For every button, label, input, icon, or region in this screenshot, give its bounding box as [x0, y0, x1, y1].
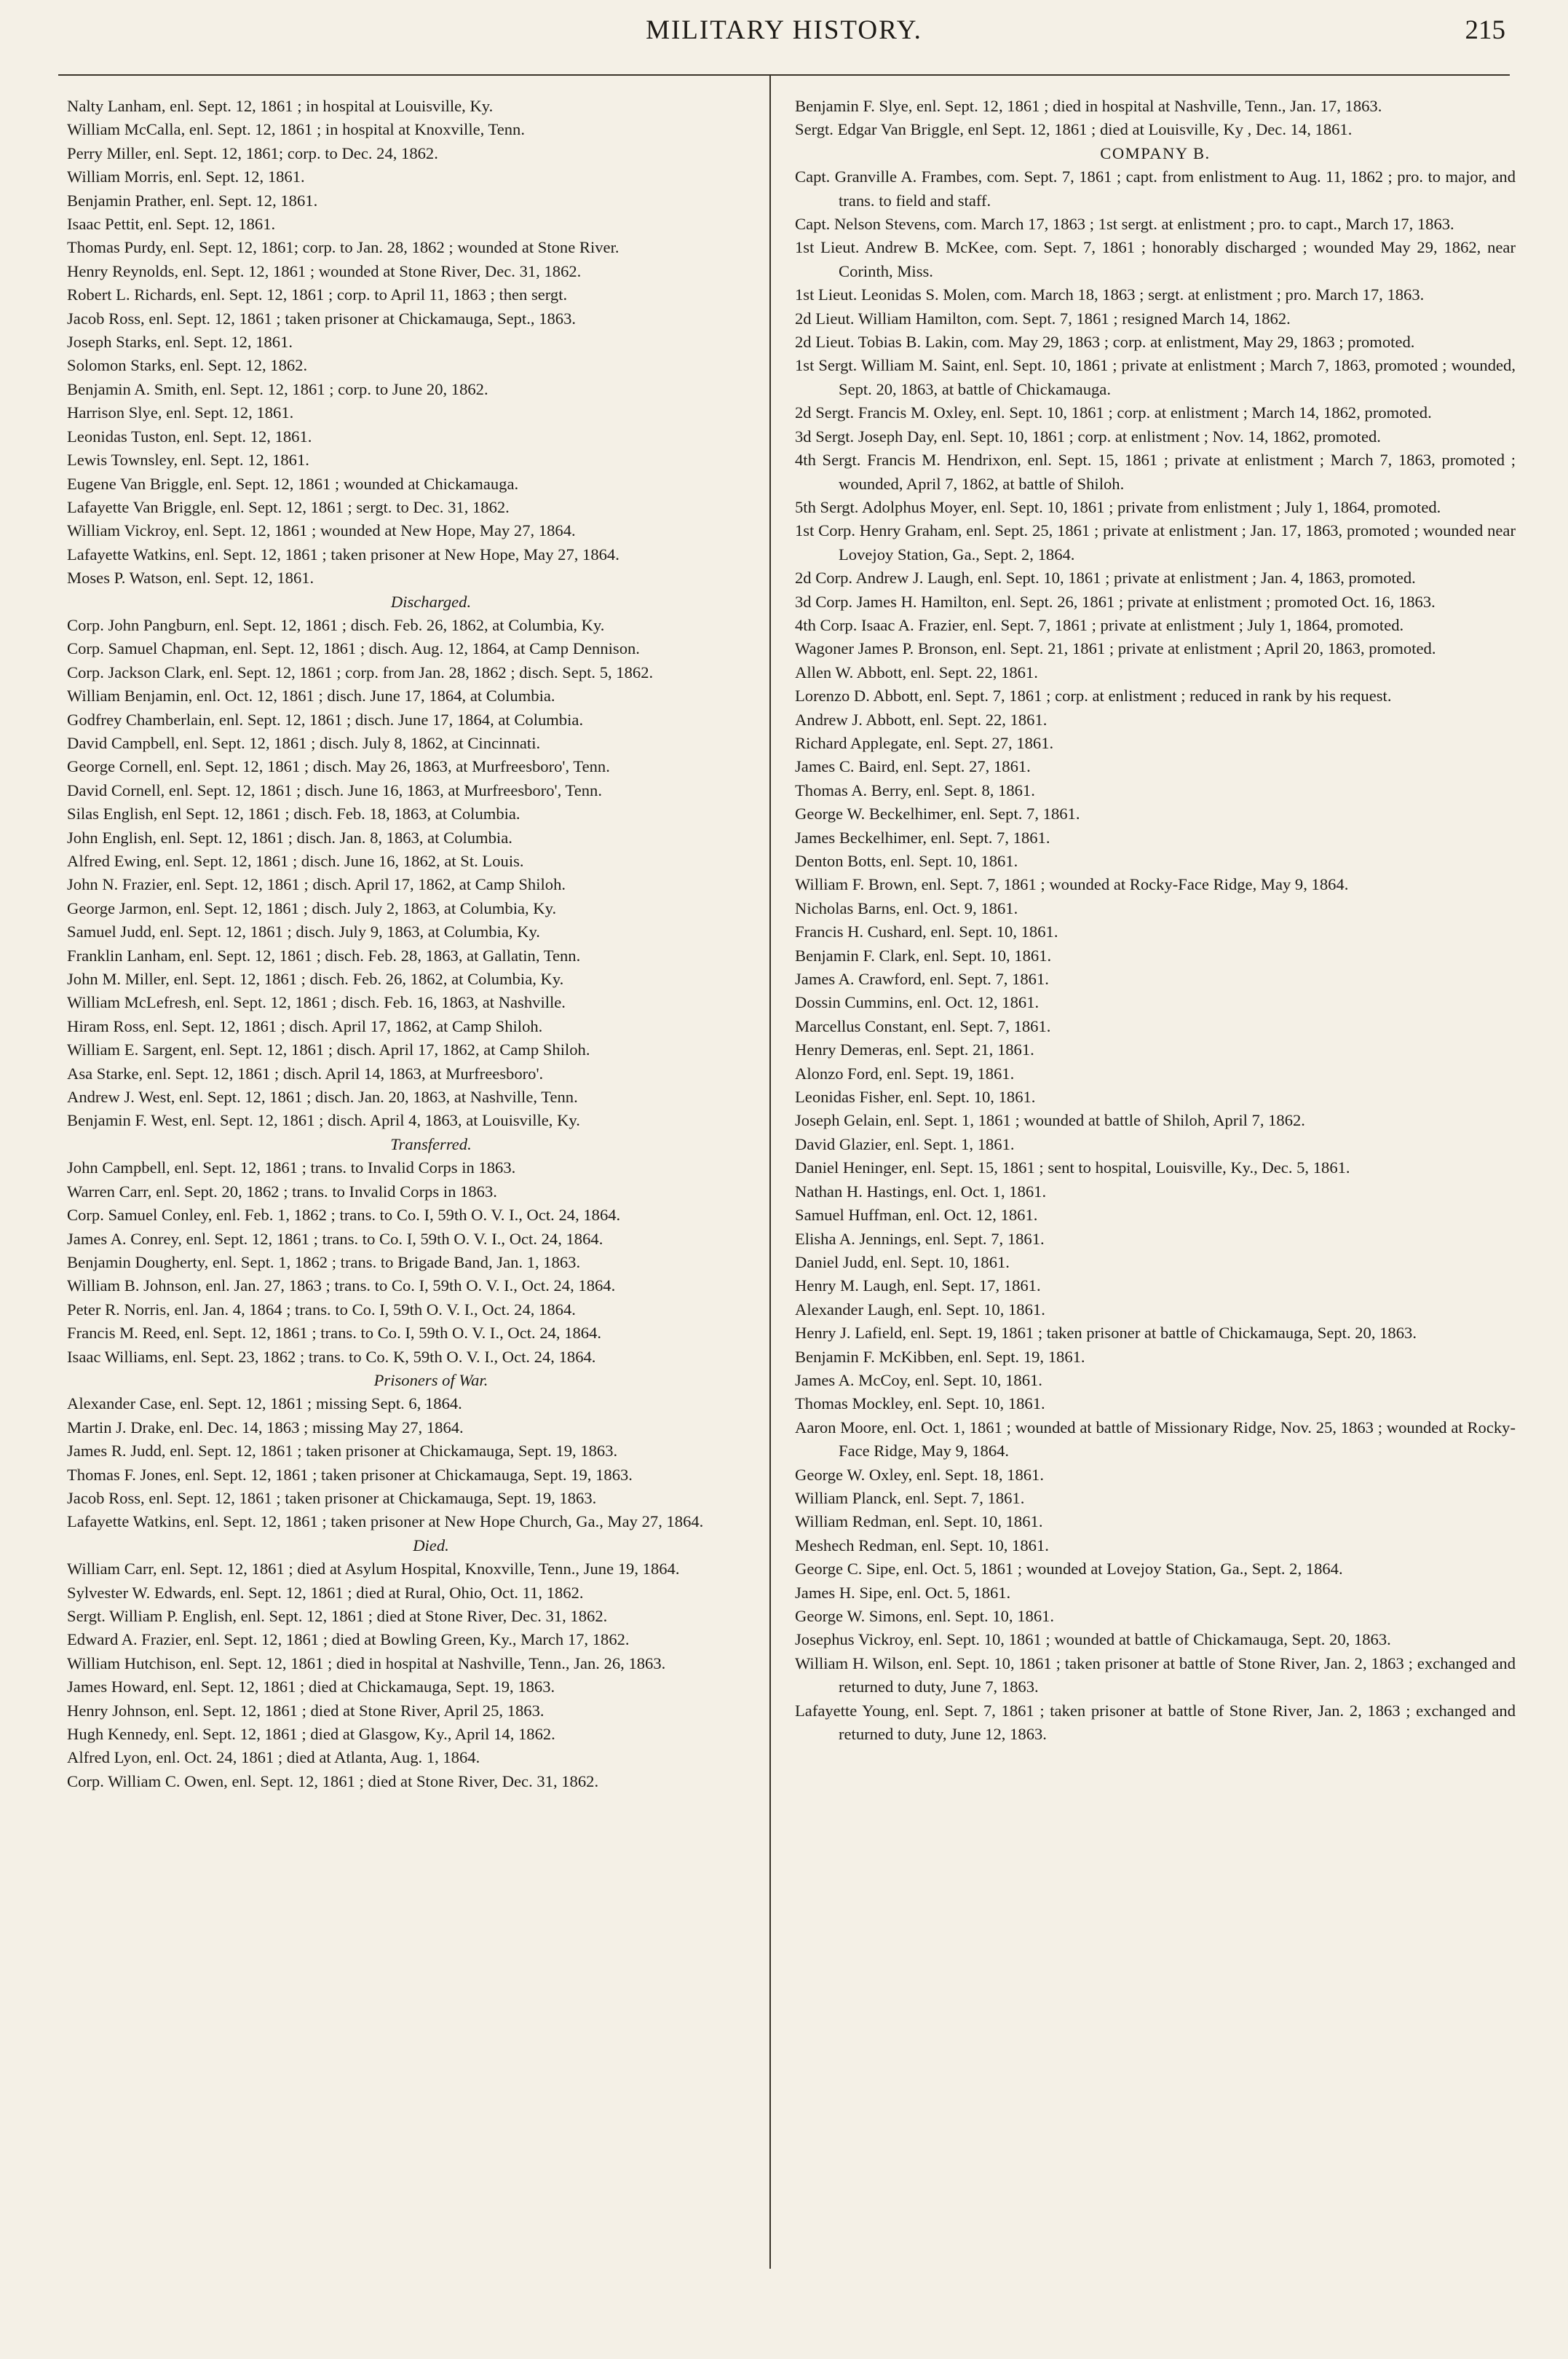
roster-entry: Benjamin A. Smith, enl. Sept. 12, 1861 ; corp. to June 20, 1862.: [67, 379, 488, 398]
roster-entry: Nicholas Barns, enl. Oct. 9, 1861.: [795, 898, 1018, 917]
roster-entry: William E. Sargent, enl. Sept. 12, 1861 ; disch. April 17, 1862, at Camp Shiloh.: [67, 1040, 590, 1059]
roster-entry: Daniel Heninger, enl. Sept. 15, 1861 ; sent to hospital, Louisville, Ky., Dec. 5, 1861.: [795, 1158, 1350, 1177]
roster-entry: Martin J. Drake, enl. Dec. 14, 1863 ; missing May 27, 1864.: [67, 1418, 464, 1437]
roster-entry: Wagoner James P. Bronson, enl. Sept. 21, 1861 ; private at enlistment ; April 20, 1863, promoted.: [795, 639, 1436, 658]
roster-entry: Isaac Pettit, enl. Sept. 12, 1861.: [67, 215, 276, 234]
roster-entry: Samuel Judd, enl. Sept. 12, 1861 ; disch. July 9, 1863, at Columbia, Ky.: [67, 922, 540, 941]
roster-entry: Henry Johnson, enl. Sept. 12, 1861 ; died at Stone River, April 25, 1863.: [67, 1701, 545, 1720]
roster-entry: Francis H. Cushard, enl. Sept. 10, 1861.: [795, 922, 1058, 941]
roster-entry: Warren Carr, enl. Sept. 20, 1862 ; trans. to Invalid Corps in 1863.: [67, 1182, 497, 1201]
roster-entry: 2d Corp. Andrew J. Laugh, enl. Sept. 10, 1861 ; private at enlistment ; Jan. 4, 1863, promoted.: [795, 569, 1416, 588]
roster-entry: Thomas F. Jones, enl. Sept. 12, 1861 ; taken prisoner at Chickamauga, Sept. 19, 1863.: [67, 1465, 633, 1484]
roster-entry: Henry J. Lafield, enl. Sept. 19, 1861 ; taken prisoner at battle of Chickamauga, Sept. 20, 1863.: [795, 1324, 1417, 1343]
roster-entry: William Vickroy, enl. Sept. 12, 1861 ; wounded at New Hope, May 27, 1864.: [67, 521, 576, 540]
roster-entry: Lafayette Young, enl. Sept. 7, 1861 ; taken prisoner at battle of Stone River, Jan. 2, 1863 ; exchanged and returned to duty, June 12, 1863.: [795, 1701, 1516, 1744]
roster-entry: William Carr, enl. Sept. 12, 1861 ; died at Asylum Hospital, Knoxville, Tenn., June 19, 1864.: [67, 1560, 680, 1578]
roster-entry: George W. Beckelhimer, enl. Sept. 7, 1861.: [795, 805, 1080, 823]
roster-entry: Sergt. Edgar Van Briggle, enl Sept. 12, 1861 ; died at Louisville, Ky , Dec. 14, 1861.: [795, 120, 1353, 139]
roster-entry: Joseph Gelain, enl. Sept. 1, 1861 ; wounded at battle of Shiloh, April 7, 1862.: [795, 1111, 1305, 1130]
roster-entry: Corp. John Pangburn, enl. Sept. 12, 1861 ; disch. Feb. 26, 1862, at Columbia, Ky.: [67, 615, 605, 634]
roster-entry: Sergt. William P. English, enl. Sept. 12, 1861 ; died at Stone River, Dec. 31, 1862.: [67, 1607, 608, 1625]
roster-entry: Perry Miller, enl. Sept. 12, 1861; corp. to Dec. 24, 1862.: [67, 143, 438, 162]
roster-entry: Marcellus Constant, enl. Sept. 7, 1861.: [795, 1016, 1051, 1035]
roster-entry: George W. Oxley, enl. Sept. 18, 1861.: [795, 1465, 1045, 1484]
roster-entry: Allen W. Abbott, enl. Sept. 22, 1861.: [795, 663, 1038, 681]
roster-entry: George W. Simons, enl. Sept. 10, 1861.: [795, 1607, 1055, 1625]
roster-entry: David Cornell, enl. Sept. 12, 1861 ; disch. June 16, 1863, at Murfreesboro', Tenn.: [67, 781, 603, 799]
roster-entry: Lewis Townsley, enl. Sept. 12, 1861.: [67, 451, 309, 470]
roster-entry: John M. Miller, enl. Sept. 12, 1861 ; disch. Feb. 26, 1862, at Columbia, Ky.: [67, 970, 564, 989]
roster-entry: Isaac Williams, enl. Sept. 23, 1862 ; trans. to Co. K, 59th O. V. I., Oct. 24, 1864.: [67, 1347, 596, 1366]
roster-entry: William F. Brown, enl. Sept. 7, 1861 ; wounded at Rocky-Face Ridge, May 9, 1864.: [795, 875, 1349, 894]
company-heading: COMPANY B.: [1100, 143, 1211, 162]
roster-entry: David Glazier, enl. Sept. 1, 1861.: [795, 1134, 1015, 1153]
roster-entry: James H. Sipe, enl. Oct. 5, 1861.: [795, 1583, 1011, 1602]
roster-entry: 2d Lieut. William Hamilton, com. Sept. 7, 1861 ; resigned March 14, 1862.: [795, 309, 1291, 328]
section-heading: Transferred.: [390, 1134, 472, 1153]
roster-entry: James Beckelhimer, enl. Sept. 7, 1861.: [795, 828, 1050, 847]
roster-entry: William H. Wilson, enl. Sept. 10, 1861 ; taken prisoner at battle of Stone River, Jan. 2, 1863 ; exchanged and returned to duty, June 7, 1863.: [795, 1653, 1516, 1696]
roster-entry: Moses P. Watson, enl. Sept. 12, 1861.: [67, 569, 314, 588]
roster-entry: 3d Sergt. Joseph Day, enl. Sept. 10, 1861 ; corp. at enlistment ; Nov. 14, 1862, promoted.: [795, 427, 1381, 446]
roster-entry: Denton Botts, enl. Sept. 10, 1861.: [795, 852, 1018, 870]
roster-entry: Capt. Nelson Stevens, com. March 17, 1863 ; 1st sergt. at enlistment ; pro. to capt., March 17, 1863.: [795, 215, 1454, 234]
roster-entry: Daniel Judd, enl. Sept. 10, 1861.: [795, 1252, 1010, 1271]
roster-entry: George Cornell, enl. Sept. 12, 1861 ; disch. May 26, 1863, at Murfreesboro', Tenn.: [67, 757, 610, 776]
roster-entry: Joseph Starks, enl. Sept. 12, 1861.: [67, 333, 293, 352]
roster-entry: James A. McCoy, enl. Sept. 10, 1861.: [795, 1370, 1042, 1389]
section-heading: Died.: [413, 1536, 449, 1554]
roster-entry: Samuel Huffman, enl. Oct. 12, 1861.: [795, 1206, 1038, 1225]
roster-entry: Peter R. Norris, enl. Jan. 4, 1864 ; trans. to Co. I, 59th O. V. I., Oct. 24, 1864.: [67, 1300, 576, 1319]
roster-entry: William McLefresh, enl. Sept. 12, 1861 ; disch. Feb. 16, 1863, at Nashville.: [67, 993, 566, 1012]
roster-entry: Elisha A. Jennings, enl. Sept. 7, 1861.: [795, 1229, 1045, 1248]
roster-entry: Dossin Cummins, enl. Oct. 12, 1861.: [795, 993, 1040, 1012]
roster-entry: Benjamin F. McKibben, enl. Sept. 19, 1861.: [795, 1347, 1085, 1366]
roster-entry: William McCalla, enl. Sept. 12, 1861 ; in hospital at Knoxville, Tenn.: [67, 120, 526, 139]
roster-entry: Benjamin F. Clark, enl. Sept. 10, 1861.: [795, 946, 1052, 965]
roster-entry: Alfred Ewing, enl. Sept. 12, 1861 ; disch. June 16, 1862, at St. Louis.: [67, 852, 524, 870]
roster-entry: Lafayette Van Briggle, enl. Sept. 12, 1861 ; sergt. to Dec. 31, 1862.: [67, 497, 510, 516]
roster-entry: Leonidas Tuston, enl. Sept. 12, 1861.: [67, 427, 312, 446]
roster-entry: Asa Starke, enl. Sept. 12, 1861 ; disch. April 14, 1863, at Murfreesboro'.: [67, 1064, 544, 1083]
roster-entry: Corp. William C. Owen, enl. Sept. 12, 1861 ; died at Stone River, Dec. 31, 1862.: [67, 1771, 599, 1790]
roster-entry: Sylvester W. Edwards, enl. Sept. 12, 1861 ; died at Rural, Ohio, Oct. 11, 1862.: [67, 1583, 584, 1602]
roster-entry: William B. Johnson, enl. Jan. 27, 1863 ; trans. to Co. I, 59th O. V. I., Oct. 24, 1864.: [67, 1276, 616, 1295]
roster-entry: Henry Demeras, enl. Sept. 21, 1861.: [795, 1040, 1034, 1059]
roster-entry: Edward A. Frazier, enl. Sept. 12, 1861 ; died at Bowling Green, Ky., March 17, 1862.: [67, 1630, 630, 1649]
roster-entry: Benjamin Dougherty, enl. Sept. 1, 1862 ; trans. to Brigade Band, Jan. 1, 1863.: [67, 1252, 581, 1271]
roster-entry: John Campbell, enl. Sept. 12, 1861 ; trans. to Invalid Corps in 1863.: [67, 1158, 516, 1177]
roster-entry: James R. Judd, enl. Sept. 12, 1861 ; taken prisoner at Chickamauga, Sept. 19, 1863.: [67, 1442, 618, 1461]
roster-entry: Godfrey Chamberlain, enl. Sept. 12, 1861 ; disch. June 17, 1864, at Columbia.: [67, 710, 584, 729]
roster-entry: 1st Sergt. William M. Saint, enl. Sept. 10, 1861 ; private at enlistment ; March 7, 1863, promoted ; wounded, Sept. 20, 1863, at battle of Chickamauga.: [795, 356, 1516, 398]
roster-entry: David Campbell, enl. Sept. 12, 1861 ; disch. July 8, 1862, at Cincinnati.: [67, 733, 541, 752]
roster-entry: Richard Applegate, enl. Sept. 27, 1861.: [795, 733, 1054, 752]
roster-entry: William Benjamin, enl. Oct. 12, 1861 ; disch. June 17, 1864, at Columbia.: [67, 687, 555, 706]
roster-entry: 1st Lieut. Andrew B. McKee, com. Sept. 7, 1861 ; honorably discharged ; wounded May 29, 1862, near Corinth, Miss.: [795, 238, 1516, 280]
roster-entry: John English, enl. Sept. 12, 1861 ; disch. Jan. 8, 1863, at Columbia.: [67, 828, 512, 847]
roster-entry: James C. Baird, enl. Sept. 27, 1861.: [795, 757, 1031, 776]
roster-entry: Robert L. Richards, enl. Sept. 12, 1861 ; corp. to April 11, 1863 ; then sergt.: [67, 285, 568, 304]
roster-entry: Solomon Starks, enl. Sept. 12, 1862.: [67, 356, 308, 375]
roster-entry: William Planck, enl. Sept. 7, 1861.: [795, 1488, 1025, 1507]
section-heading: Prisoners of War.: [373, 1370, 488, 1389]
roster-entry: Nathan H. Hastings, enl. Oct. 1, 1861.: [795, 1182, 1047, 1201]
roster-entry: James A. Crawford, enl. Sept. 7, 1861.: [795, 970, 1049, 989]
roster-entry: Alfred Lyon, enl. Oct. 24, 1861 ; died at Atlanta, Aug. 1, 1864.: [67, 1748, 480, 1767]
roster-entry: John N. Frazier, enl. Sept. 12, 1861 ; disch. April 17, 1862, at Camp Shiloh.: [67, 875, 566, 894]
roster-entry: Capt. Granville A. Frambes, com. Sept. 7, 1861 ; capt. from enlistment to Aug. 11, 1862 ; pro. to major, and trans. to field and staff.: [795, 167, 1516, 210]
roster-entry: Thomas A. Berry, enl. Sept. 8, 1861.: [795, 781, 1035, 799]
roster-entry: Benjamin F. Slye, enl. Sept. 12, 1861 ; died in hospital at Nashville, Tenn., Jan. 17, 1863.: [795, 97, 1382, 115]
roster-entry: Andrew J. Abbott, enl. Sept. 22, 1861.: [795, 710, 1048, 729]
roster-entry: James A. Conrey, enl. Sept. 12, 1861 ; trans. to Co. I, 59th O. V. I., Oct. 24, 1864.: [67, 1229, 603, 1248]
roster-entry: Corp. Jackson Clark, enl. Sept. 12, 1861 ; corp. from Jan. 28, 1862 ; disch. Sept. 5, 1862.: [67, 663, 654, 681]
roster-entry: 4th Corp. Isaac A. Frazier, enl. Sept. 7, 1861 ; private at enlistment ; July 1, 1864, promoted.: [795, 615, 1404, 634]
running-title: MILITARY HISTORY.: [646, 15, 922, 45]
roster-entry: Benjamin Prather, enl. Sept. 12, 1861.: [67, 191, 318, 210]
roster-entry: 2d Sergt. Francis M. Oxley, enl. Sept. 10, 1861 ; corp. at enlistment ; March 14, 1862, promoted.: [795, 403, 1432, 422]
roster-entry: Thomas Purdy, enl. Sept. 12, 1861; corp. to Jan. 28, 1862 ; wounded at Stone River.: [67, 238, 619, 257]
roster-entry: Leonidas Fisher, enl. Sept. 10, 1861.: [795, 1088, 1036, 1107]
roster-entry: Henry Reynolds, enl. Sept. 12, 1861 ; wounded at Stone River, Dec. 31, 1862.: [67, 261, 582, 280]
roster-entry: Silas English, enl Sept. 12, 1861 ; disch. Feb. 18, 1863, at Columbia.: [67, 805, 520, 823]
roster-entry: Franklin Lanham, enl. Sept. 12, 1861 ; disch. Feb. 28, 1863, at Gallatin, Tenn.: [67, 946, 581, 965]
left-column: [67, 95, 795, 1793]
roster-entry: Lafayette Watkins, enl. Sept. 12, 1861 ; taken prisoner at New Hope, May 27, 1864.: [67, 545, 619, 564]
roster-entry: William Morris, enl. Sept. 12, 1861.: [67, 167, 305, 186]
roster-entry: William Redman, enl. Sept. 10, 1861.: [795, 1512, 1043, 1531]
right-column: [795, 95, 1516, 1746]
roster-entry: Andrew J. West, enl. Sept. 12, 1861 ; disch. Jan. 20, 1863, at Nashville, Tenn.: [67, 1088, 578, 1107]
roster-entry: Hiram Ross, enl. Sept. 12, 1861 ; disch. April 17, 1862, at Camp Shiloh.: [67, 1016, 543, 1035]
roster-entry: Alexander Laugh, enl. Sept. 10, 1861.: [795, 1300, 1045, 1319]
roster-entry: 4th Sergt. Francis M. Hendrixon, enl. Sept. 15, 1861 ; private at enlistment ; March 7, 1863, promoted ; wounded, April 7, 1862, at battle of Shiloh.: [795, 451, 1516, 493]
roster-entry: Alexander Case, enl. Sept. 12, 1861 ; missing Sept. 6, 1864.: [67, 1394, 462, 1413]
roster-entry: Meshech Redman, enl. Sept. 10, 1861.: [795, 1536, 1049, 1554]
roster-entry: James Howard, enl. Sept. 12, 1861 ; died at Chickamauga, Sept. 19, 1863.: [67, 1678, 555, 1696]
page-header: [58, 15, 1510, 58]
roster-entry: Corp. Samuel Conley, enl. Feb. 1, 1862 ; trans. to Co. I, 59th O. V. I., Oct. 24, 1864.: [67, 1206, 621, 1225]
section-heading: Discharged.: [390, 592, 472, 611]
roster-entry: 1st Lieut. Leonidas S. Molen, com. March 18, 1863 ; sergt. at enlistment ; pro. March 17, 1863.: [795, 285, 1425, 304]
page-number: 215: [1465, 15, 1505, 45]
roster-entry: 1st Corp. Henry Graham, enl. Sept. 25, 1861 ; private at enlistment ; Jan. 17, 1863, promoted ; wounded near Lovejoy Station, Ga., Sept. 2, 1864.: [795, 521, 1516, 564]
roster-entry: Francis M. Reed, enl. Sept. 12, 1861 ; trans. to Co. I, 59th O. V. I., Oct. 24, 1864.: [67, 1324, 602, 1343]
roster-entry: Josephus Vickroy, enl. Sept. 10, 1861 ; wounded at battle of Chickamauga, Sept. 20, 1863.: [795, 1630, 1391, 1649]
roster-entry: Henry M. Laugh, enl. Sept. 17, 1861.: [795, 1276, 1041, 1295]
roster-entry: Eugene Van Briggle, enl. Sept. 12, 1861 ; wounded at Chickamauga.: [67, 474, 519, 493]
roster-entry: George Jarmon, enl. Sept. 12, 1861 ; disch. July 2, 1863, at Columbia, Ky.: [67, 898, 557, 917]
roster-entry: 2d Lieut. Tobias B. Lakin, com. May 29, 1863 ; corp. at enlistment, May 29, 1863 ; promoted.: [795, 333, 1415, 352]
roster-entry: William Hutchison, enl. Sept. 12, 1861 ; died in hospital at Nashville, Tenn., Jan. 26, 1863.: [67, 1653, 666, 1672]
roster-entry: 3d Corp. James H. Hamilton, enl. Sept. 26, 1861 ; private at enlistment ; promoted Oct. 16, 1863.: [795, 592, 1436, 611]
roster-entry: Nalty Lanham, enl. Sept. 12, 1861 ; in hospital at Louisville, Ky.: [67, 97, 494, 115]
roster-entry: Lafayette Watkins, enl. Sept. 12, 1861 ; taken prisoner at New Hope Church, Ga., May 27, 1864.: [67, 1512, 704, 1531]
roster-entry: Corp. Samuel Chapman, enl. Sept. 12, 1861 ; disch. Aug. 12, 1864, at Camp Dennison.: [67, 639, 640, 658]
roster-entry: Aaron Moore, enl. Oct. 1, 1861 ; wounded at battle of Missionary Ridge, Nov. 25, 1863 ; wounded at Rocky-Face Ridge, May 9, 1864.: [795, 1418, 1516, 1461]
roster-entry: 5th Sergt. Adolphus Moyer, enl. Sept. 10, 1861 ; private from enlistment ; July 1, 1864, promoted.: [795, 497, 1441, 516]
roster-entry: Jacob Ross, enl. Sept. 12, 1861 ; taken prisoner at Chickamauga, Sept., 1863.: [67, 309, 577, 328]
roster-entry: Lorenzo D. Abbott, enl. Sept. 7, 1861 ; corp. at enlistment ; reduced in rank by his request.: [795, 687, 1392, 706]
roster-entry: George C. Sipe, enl. Oct. 5, 1861 ; wounded at Lovejoy Station, Ga., Sept. 2, 1864.: [795, 1560, 1343, 1578]
roster-entry: Hugh Kennedy, enl. Sept. 12, 1861 ; died at Glasgow, Ky., April 14, 1862.: [67, 1725, 555, 1744]
roster-entry: Benjamin F. West, enl. Sept. 12, 1861 ; disch. April 4, 1863, at Louisville, Ky.: [67, 1111, 580, 1130]
roster-entry: Harrison Slye, enl. Sept. 12, 1861.: [67, 403, 294, 422]
roster-entry: Thomas Mockley, enl. Sept. 10, 1861.: [795, 1394, 1045, 1413]
header-rule: [58, 74, 1510, 76]
roster-entry: Alonzo Ford, enl. Sept. 19, 1861.: [795, 1064, 1015, 1083]
roster-entry: Jacob Ross, enl. Sept. 12, 1861 ; taken prisoner at Chickamauga, Sept. 19, 1863.: [67, 1488, 597, 1507]
